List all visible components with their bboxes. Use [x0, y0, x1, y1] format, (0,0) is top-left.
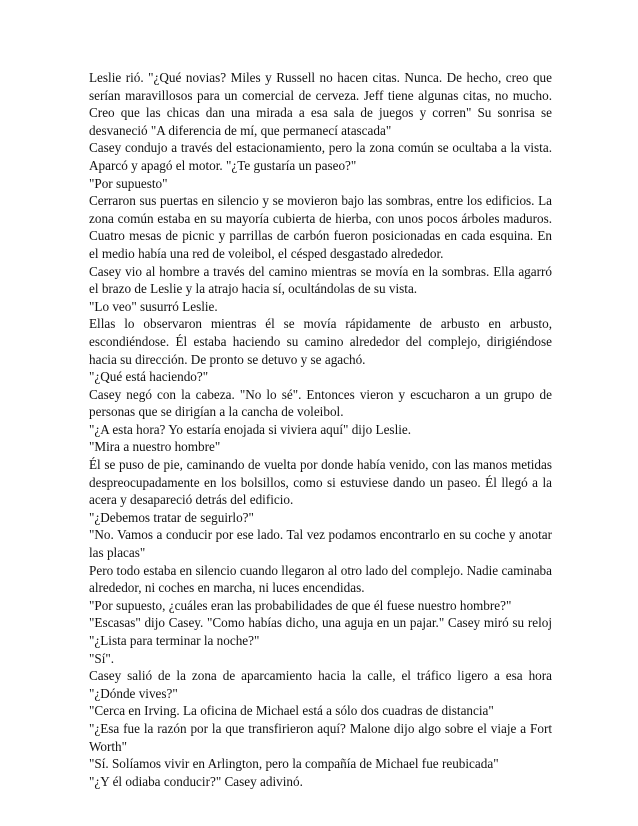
document-page	[89, 69, 552, 790]
paragraph: "Escasas" dijo Casey. "Como habías dicho, una aguja en un pajar." Casey miró su reloj "¿Lista para terminar la noche?"	[89, 615, 552, 648]
paragraph: Pero todo estaba en silencio cuando llegaron al otro lado del complejo. Nadie caminaba alrededor, ni coches en marcha, ni luces encendidas.	[89, 562, 552, 596]
paragraph: Leslie rió. "¿Qué novias? Miles y Russell no hacen citas. Nunca. De hecho, creo que serían maravillosos para un comercial de cerveza. Jeff tiene algunas citas, no mucho. Creo que las chicas dan una mirada a esa sala de juegos y corren" Su sonrisa se desvaneció "A diferencia de mí, que permanecí atascada"	[89, 70, 552, 138]
paragraph: Casey salió de la zona de aparcamiento hacia la calle, el tráfico ligero a esa hora "¿Dónde vives?"	[89, 668, 552, 701]
paragraph: "¿Y él odiaba conducir?" Casey adivinó.	[89, 773, 303, 789]
paragraph: "Sí. Solíamos vivir en Arlington, pero la compañía de Michael fue reubicada"	[89, 756, 499, 772]
paragraph: "Por supuesto, ¿cuáles eran las probabilidades de que él fuese nuestro hombre?"	[89, 597, 512, 613]
paragraph: "Sí".	[89, 650, 115, 666]
paragraph: Cerraron sus puertas en silencio y se movieron bajo las sombras, entre los edificios. La zona común estaba en su mayoría cubierta de hierba, con unos pocos árboles maduros. Cuatro mesas de picnic y parrillas de carbón fueron posicionadas en cada esquina. En el medio había una red de voleibol, el césped desgastado alrededor.	[89, 193, 552, 261]
paragraph: "Lo veo" susurró Leslie.	[89, 298, 218, 314]
paragraph: Él se puso de pie, caminando de vuelta por donde había venido, con las manos metidas despreocupadamente en los bolsillos, como si estuviese dando un paseo. Él llegó a la acera y desapareció detrás del edificio.	[89, 457, 552, 508]
paragraph: "¿Qué está haciendo?"	[89, 369, 209, 385]
paragraph: "¿Debemos tratar de seguirlo?"	[89, 509, 254, 525]
paragraph: Casey condujo a través del estacionamiento, pero la zona común se ocultaba a la vista. Aparcó y apagó el motor. "¿Te gustaría un paseo?"	[89, 140, 552, 173]
paragraph: "¿A esta hora? Yo estaría enojada si viviera aquí" dijo Leslie.	[89, 421, 412, 437]
paragraph: Ellas lo observaron mientras él se movía rápidamente de arbusto en arbusto, escondiéndose. Él estaba haciendo su camino alrededor del complejo, dirigiéndose hacia su dirección. De pronto se detuvo y se agachó.	[89, 316, 552, 367]
paragraph: "Cerca en Irving. La oficina de Michael está a sólo dos cuadras de distancia"	[89, 703, 494, 719]
paragraph: Casey vio al hombre a través del camino mientras se movía en la sombras. Ella agarró el brazo de Leslie y la atrajo hacia sí, ocultándolas de su vista.	[89, 263, 552, 297]
paragraph: "¿Esa fue la razón por la que transfirieron aquí? Malone dijo algo sobre el viaje a Fort Worth"	[89, 720, 552, 754]
paragraph: Casey negó con la cabeza. "No lo sé". Entonces vieron y escucharon a un grupo de personas que se dirigían a la cancha de voleibol.	[89, 386, 552, 420]
paragraph: "Mira a nuestro hombre"	[89, 439, 221, 455]
paragraph: "Por supuesto"	[89, 175, 168, 191]
paragraph: "No. Vamos a conducir por ese lado. Tal vez podamos encontrarlo en su coche y anotar las placas"	[89, 527, 552, 561]
